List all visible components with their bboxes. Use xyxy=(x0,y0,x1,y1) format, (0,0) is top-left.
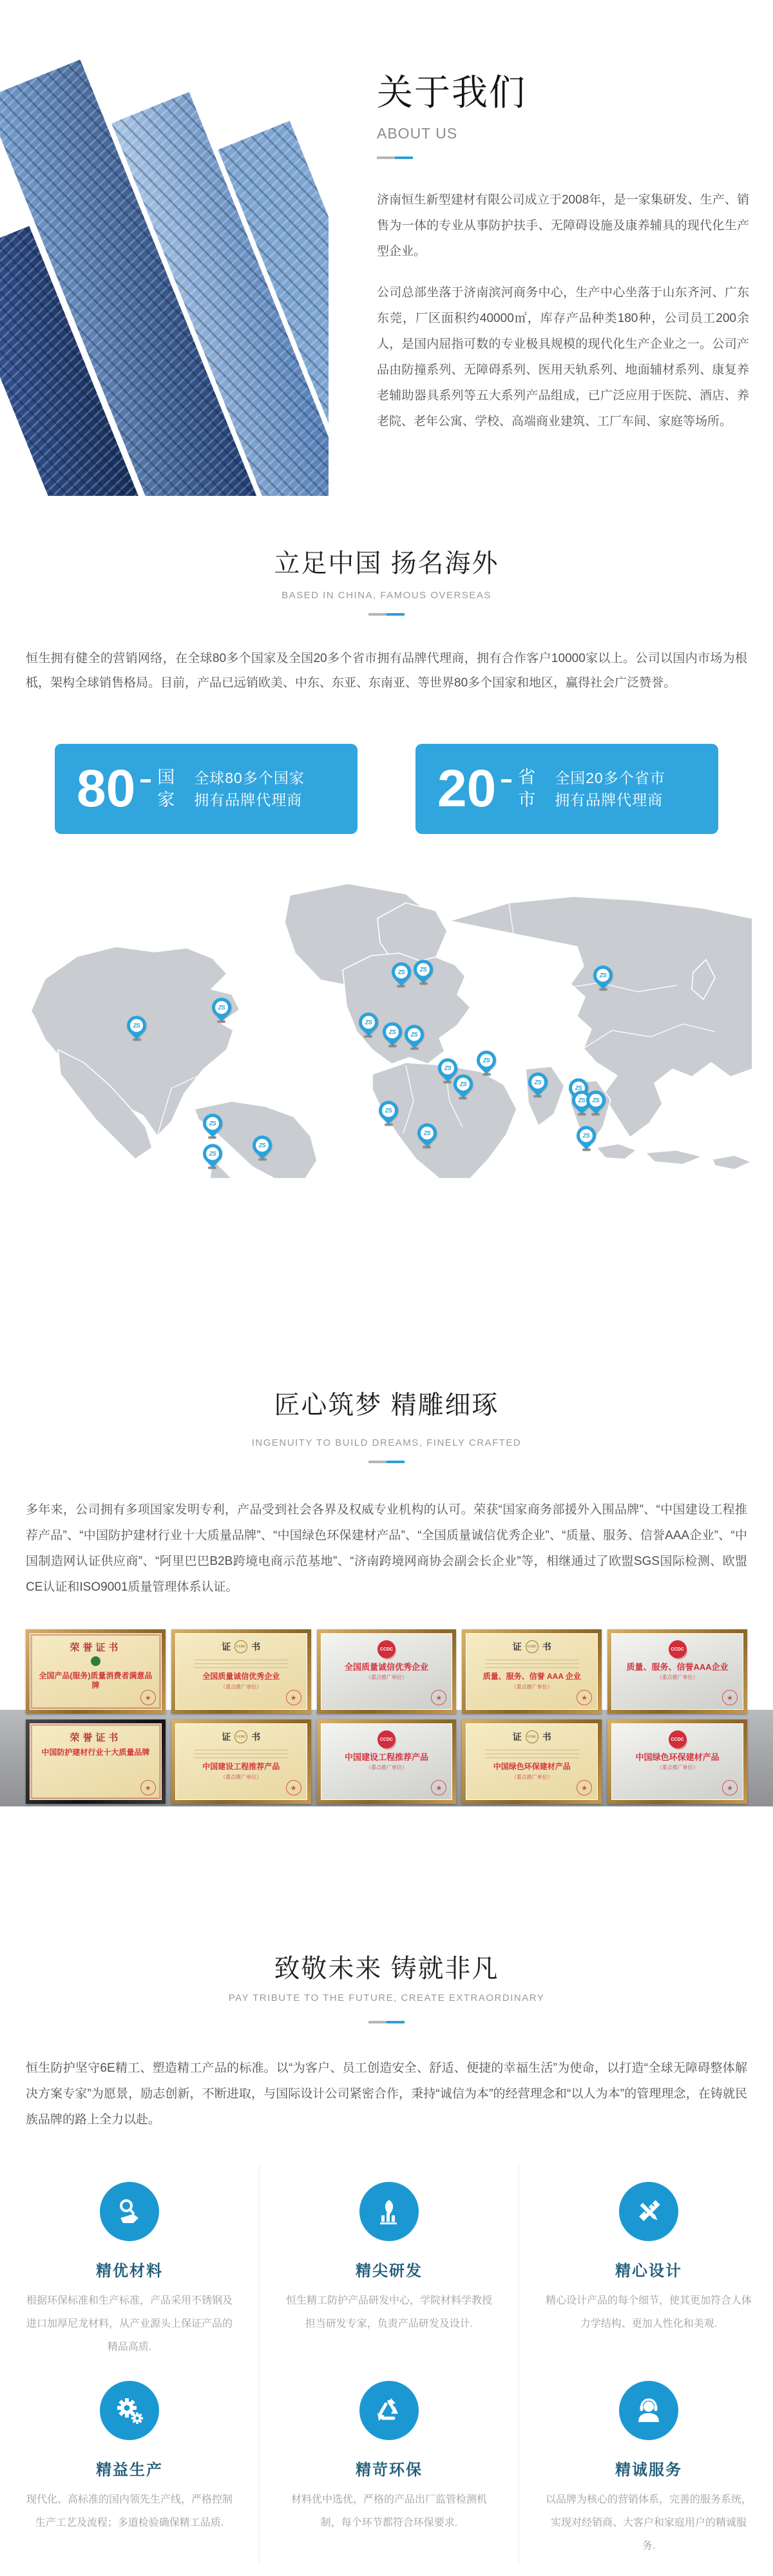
map-pin xyxy=(453,1074,473,1099)
feature-title: 精优材料 xyxy=(96,2262,163,2280)
stat-number: 80 xyxy=(77,759,136,818)
map-pins-layer xyxy=(19,857,754,1179)
map-pin xyxy=(127,1016,146,1041)
red-seal-icon: ★ xyxy=(286,1690,301,1705)
pin-marker-icon xyxy=(473,1046,500,1074)
ccdc-logo-icon: CCDC xyxy=(377,1640,396,1658)
about-section xyxy=(377,64,749,435)
feature-environment xyxy=(259,2365,519,2564)
pin-marker-icon xyxy=(413,1119,440,1146)
pin-logo: ZS xyxy=(531,1075,544,1088)
feature-description: 材料优中选优，严格的产品出厂监管检测机制，每个环节都符合环保要求. xyxy=(291,2494,487,2528)
title-divider xyxy=(368,613,405,616)
stat-card-countries xyxy=(55,744,358,834)
feature-materials xyxy=(0,2164,259,2365)
certificate xyxy=(607,1719,747,1804)
pin-logo: ZS xyxy=(256,1139,269,1151)
map-pin xyxy=(417,1123,437,1148)
stat-unit: 国家 xyxy=(157,767,175,810)
certificate-title: 中国建设工程推荐产品 xyxy=(202,1762,280,1771)
red-seal-icon: ★ xyxy=(722,1690,738,1705)
craft-section-title: 匠心筑梦 精雕细琢 xyxy=(274,1391,499,1419)
pin-marker-icon xyxy=(410,956,437,983)
pin-logo: ZS xyxy=(596,969,609,981)
certificate-title: 中国防护建材行业十大质量品牌 xyxy=(41,1748,150,1757)
stat-description: 全国20多个省市 拥有品牌代理商 xyxy=(555,770,665,808)
certificate-title: 质量、服务、信誉 AAA 企业 xyxy=(482,1672,581,1681)
pin-marker-icon xyxy=(401,1021,428,1048)
certificate xyxy=(26,1719,166,1804)
pin-marker-icon xyxy=(388,958,415,985)
map-pin xyxy=(593,965,613,990)
pin-logo: ZS xyxy=(362,1016,375,1028)
pin-logo: ZS xyxy=(206,1147,219,1160)
pin-logo: ZS xyxy=(417,963,430,976)
certificate xyxy=(462,1629,602,1714)
certificate-title: 全国质量诚信优秀企业 xyxy=(202,1672,280,1681)
map-pin xyxy=(383,1022,402,1047)
pin-logo: ZS xyxy=(589,1094,602,1106)
red-seal-icon: ★ xyxy=(140,1690,156,1705)
feature-description: 根据环保标准和生产标准，产品采用不锈钢及进口加厚尼龙材料，从产业源头上保证产品的精品高质. xyxy=(26,2295,233,2353)
pin-marker-icon xyxy=(524,1068,551,1095)
pin-logo: ZS xyxy=(480,1054,493,1066)
stat-unit: 省市 xyxy=(518,767,536,810)
feature-description: 恒生精工防护产品研发中心，学院材料学教授担当研发专家，负责产品研发及设计. xyxy=(285,2295,492,2329)
page-title: 关于我们 xyxy=(377,72,526,113)
ccdc-medal-icon: CCDC xyxy=(526,1640,539,1653)
pin-logo: ZS xyxy=(206,1117,219,1130)
headset-agent-icon xyxy=(619,2381,678,2440)
red-seal-icon: ★ xyxy=(286,1780,301,1795)
pin-logo: ZS xyxy=(386,1025,399,1038)
red-seal-icon: ★ xyxy=(140,1780,156,1795)
feature-rnd xyxy=(259,2164,519,2365)
feature-service xyxy=(519,2365,773,2564)
map-pin xyxy=(586,1090,606,1115)
certificate xyxy=(171,1719,311,1804)
certificate-subtitle: （重点推广单位） xyxy=(365,1765,407,1770)
map-pin xyxy=(477,1050,496,1075)
map-pin xyxy=(253,1135,272,1160)
pin-logo: ZS xyxy=(130,1019,143,1032)
certificate xyxy=(317,1629,457,1714)
title-divider xyxy=(368,2021,405,2023)
certificate-title: 质量、服务、信誉AAA企业 xyxy=(626,1662,729,1672)
pin-marker-icon xyxy=(379,1018,406,1045)
skyscrapers-illustration xyxy=(0,19,329,496)
stat-dash xyxy=(140,779,151,782)
global-paragraph: 恒生拥有健全的营销网络，在全球80多个国家及全国20多个省市拥有品牌代理商，拥有合作客户10000家以上。公司以国内市场为根柢，架构全球销售格局。目前，产品已远销欧美、中东、东亚、东南亚、等世界80多个国家和地区，赢得社会广泛赞誉。 xyxy=(26,652,747,690)
global-section-subtitle-en: BASED IN CHINA, FAMOUS OVERSEAS xyxy=(282,590,491,601)
certificate-title: 全国产品(服务)质量消费者满意品牌 xyxy=(39,1671,153,1690)
title-divider xyxy=(377,156,749,159)
certificate-header: 证 CCDC 书 xyxy=(513,1730,551,1743)
certificate-header: 证 CCDC 书 xyxy=(222,1640,260,1653)
pin-logo: ZS xyxy=(575,1094,588,1106)
map-pin xyxy=(379,1101,398,1126)
about-paragraph-2: 公司总部坐落于济南滨河商务中心，生产中心坐落于山东齐河、广东东莞，厂区面积约40000㎡，库存产品种类180种，公司员工200余人，是国内屈指可数的专业极具规模的现代化生产企业之一。公司产品由防撞系列、无障碍系列、医用天轨系列、地面辅材系列、康复养老辅助器具系列等五大系列产品组成，已广泛应用于医院、酒店、养老院、老年公寓、学校、高端商业建筑、工厂车间、家庭等场所。 xyxy=(377,286,749,428)
red-seal-icon: ★ xyxy=(722,1780,738,1795)
certificate-body-lines xyxy=(485,1747,579,1758)
features-grid xyxy=(0,2164,773,2564)
feature-description: 现代化、高标准的国内领先生产线，严格控制生产工艺及流程；多道检验确保精工品质. xyxy=(26,2494,233,2528)
certificate-header: 证 CCDC 书 xyxy=(513,1640,551,1653)
map-pin xyxy=(414,960,433,985)
pin-marker-icon xyxy=(449,1070,476,1097)
pin-marker-icon xyxy=(582,1086,609,1113)
red-seal-icon: ★ xyxy=(431,1780,446,1795)
certificate-title: 中国绿色环保建材产品 xyxy=(493,1762,571,1771)
map-pin xyxy=(577,1126,596,1151)
certificate-subtitle: （重点推广单位） xyxy=(656,1674,698,1680)
pin-marker-icon xyxy=(123,1012,150,1039)
page-subtitle-en: ABOUT US xyxy=(377,125,458,142)
red-seal-icon: ★ xyxy=(577,1780,592,1795)
pin-logo: ZS xyxy=(215,1001,228,1014)
ccdc-logo-icon: CCDC xyxy=(669,1730,687,1748)
certificate-body-lines xyxy=(194,1656,288,1668)
certificate-subtitle: （重点推广单位） xyxy=(656,1765,698,1770)
stat-dash xyxy=(501,779,511,782)
gears-icon xyxy=(100,2381,159,2440)
certificate-subtitle: （重点推广单位） xyxy=(511,1774,553,1780)
pin-marker-icon xyxy=(375,1097,402,1124)
certificate xyxy=(171,1629,311,1714)
certificate xyxy=(462,1719,602,1804)
map-pin xyxy=(203,1113,222,1139)
red-seal-icon: ★ xyxy=(577,1690,592,1705)
certificate-subtitle: （重点推广单位） xyxy=(511,1684,553,1690)
craft-paragraph: 多年来，公司拥有多项国家发明专利，产品受到社会各界及权威专业机构的认可。荣获“国家商务部援外入围品牌”、“中国建设工程推荐产品”、“中国防护建材行业十大质量品牌”、“中国绿色环保建材产品”、“全国质量诚信优秀企业”、“质量、服务、信誉AAA企业”、“中国制造网认证供应商”、“阿里巴巴B2B跨境电商示范基地”、“济南跨境网商协会副会长企业”等，相继通过了欧盟SGS国际检测、欧盟CE认证和ISO9001质量管理体系认证。 xyxy=(26,1503,747,1594)
certificate xyxy=(26,1629,166,1714)
certificate-body-lines xyxy=(485,1656,579,1668)
pin-logo: ZS xyxy=(382,1104,395,1117)
certificate-header: 荣誉证书 xyxy=(70,1643,122,1653)
pin-marker-icon xyxy=(199,1110,226,1137)
map-pin xyxy=(528,1072,548,1097)
about-paragraph-1: 济南恒生新型建材有限公司成立于2008年，是一家集研发、生产、销售为一体的专业从事防护扶手、无障碍设施及康养辅具的现代化生产型企业。 xyxy=(377,193,749,258)
feature-title: 精尖研发 xyxy=(356,2262,423,2280)
certificate-title: 全国质量诚信优秀企业 xyxy=(344,1662,428,1672)
pin-marker-icon xyxy=(354,1009,381,1036)
map-pin xyxy=(359,1012,378,1037)
pin-logo: ZS xyxy=(457,1077,470,1090)
pin-logo: ZS xyxy=(421,1126,434,1139)
feature-title: 精诚服务 xyxy=(615,2461,682,2479)
ccdc-logo-icon: CCDC xyxy=(377,1730,396,1748)
map-pin xyxy=(203,1144,222,1169)
certificate-title: 中国绿色环保建材产品 xyxy=(635,1752,720,1762)
title-divider xyxy=(368,1461,405,1463)
pin-marker-icon xyxy=(249,1132,276,1159)
stat-card-provinces xyxy=(415,744,718,834)
pin-logo: ZS xyxy=(441,1061,454,1074)
red-seal-icon: ★ xyxy=(431,1690,446,1705)
certificate-body-lines xyxy=(194,1747,288,1758)
certificate xyxy=(317,1719,457,1804)
buildings-photo xyxy=(0,19,329,496)
pin-marker-icon xyxy=(199,1140,226,1167)
feature-title: 精苛环保 xyxy=(356,2461,423,2479)
certificate xyxy=(607,1629,747,1714)
feature-title: 精益生产 xyxy=(96,2461,163,2479)
recycle-icon xyxy=(359,2381,419,2440)
pin-marker-icon xyxy=(207,994,234,1021)
ccdc-medal-icon: CCDC xyxy=(526,1730,539,1743)
certificate-header: 荣誉证书 xyxy=(70,1733,122,1743)
ruler-pencil-icon xyxy=(619,2182,678,2241)
global-section-title: 立足中国 扬名海外 xyxy=(274,549,499,578)
stat-number: 20 xyxy=(437,759,497,818)
pin-logo: ZS xyxy=(408,1028,421,1041)
feature-production xyxy=(0,2365,259,2564)
magnifier-hand-icon xyxy=(100,2182,159,2241)
certificate-subtitle: （重点推广单位） xyxy=(220,1684,262,1690)
green-seal-icon xyxy=(91,1656,100,1666)
map-pin xyxy=(212,998,231,1023)
pin-marker-icon xyxy=(589,961,616,989)
ccdc-logo-icon: CCDC xyxy=(669,1640,687,1658)
world-map xyxy=(19,857,754,1179)
feature-design xyxy=(519,2164,773,2365)
pin-logo: ZS xyxy=(580,1129,593,1142)
feature-title: 精心设计 xyxy=(615,2262,682,2280)
certificates-grid xyxy=(26,1629,747,1804)
feature-description: 精心设计产品的每个细节，使其更加符合人体力学结构、更加人性化和美观. xyxy=(545,2295,752,2329)
certificate-subtitle: （重点推广单位） xyxy=(220,1774,262,1780)
certificate-subtitle: （重点推广单位） xyxy=(365,1674,407,1680)
pen-chart-icon xyxy=(359,2182,419,2241)
ccdc-medal-icon: CCDC xyxy=(234,1640,247,1653)
map-pin xyxy=(392,962,411,987)
map-pin xyxy=(405,1025,424,1050)
future-section-title: 致敬未来 铸就非凡 xyxy=(274,1955,499,1983)
pin-logo: ZS xyxy=(572,1081,585,1094)
craft-section-subtitle-en: INGENUITY TO BUILD DREAMS, FINELY CRAFTED xyxy=(251,1437,522,1448)
certificate-header: 证 CCDC 书 xyxy=(222,1730,260,1743)
feature-description: 以品牌为核心的营销体系，完善的服务系统，实现对经销商、大客户和家庭用户的精诚服务. xyxy=(545,2494,752,2552)
stat-description: 全球80多个国家 拥有品牌代理商 xyxy=(194,770,305,808)
pin-logo: ZS xyxy=(395,965,408,978)
ccdc-medal-icon: CCDC xyxy=(234,1730,247,1743)
future-paragraph: 恒生防护坚守6E精工、塑造精工产品的标准。以“为客户、员工创造安全、舒适、便捷的幸福生活”为使命，以打造“全球无障碍整体解决方案专家”为愿景，励志创新，不断进取，与国际设计公司紧密合作，秉持“诚信为本”的经营理念和“以人为本”的管理理念，在铸就民族品牌的路上全力以赴。 xyxy=(26,2061,747,2126)
pin-marker-icon xyxy=(573,1122,600,1149)
future-section-subtitle-en: PAY TRIBUTE TO THE FUTURE, CREATE EXTRAORDINARY xyxy=(228,1993,545,2003)
certificate-title: 中国建设工程推荐产品 xyxy=(344,1752,428,1762)
